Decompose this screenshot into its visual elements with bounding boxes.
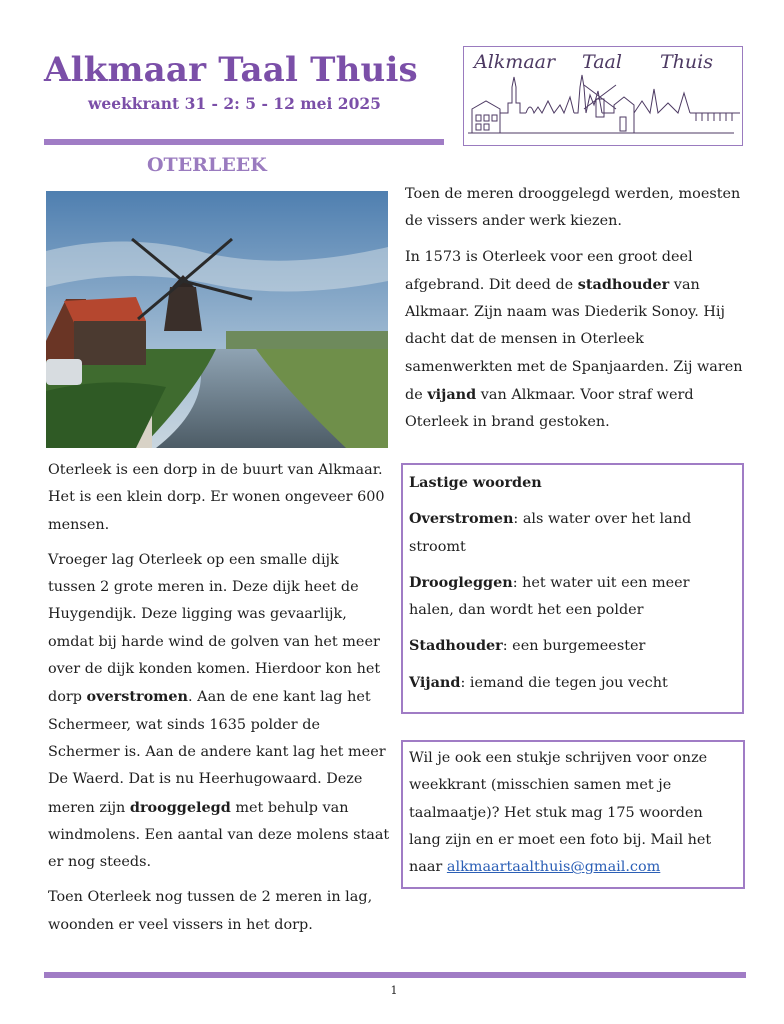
contribute-box [401,740,745,889]
article-paragraph [48,547,390,877]
word-term: Vijand [409,673,461,691]
difficult-words-heading [409,469,736,497]
text-span: met behulp van windmolens. Een aantal van deze molens staat er nog steeds. [48,799,390,871]
contribute-message: Wil je ook een stukje schrijven voor onze weekkrant (misschien samen met je taalmaatje)? Het stuk mag 175 woorden lang zijn en er moet een foto bij. Mail het naar [409,750,712,876]
page-number: 1 [390,984,398,997]
article-right-column [405,181,750,445]
text-span: Vroeger lag Oterleek op een smalle dijk tussen 2 grote meren in. Deze dijk heet de Huygendijk. Deze ligging was gevaarlijk, omdat bij harde wind de golven van het meer over de dijk konden komen. Hierdoor kon het dorp [48,551,381,706]
word-meaning: : iemand die tegen jou vecht [460,674,668,691]
article-paragraph: Toen Oterleek nog tussen de 2 meren in lag, woonden er veel vissers in het dorp. [48,889,373,933]
difficult-words-heading-text: Lastige woorden [409,474,542,491]
logo-word-thuis: Thuis [660,51,713,73]
text-span: van Alkmaar. Zijn naam was Diederik Sonoy. Hij dacht dat de mensen in Oterleek samenwerkten met de Spanjaarden. Zij waren de [405,276,743,404]
article-left-column [48,457,390,947]
keyword-overstromen: overstromen [86,688,189,706]
logo-word-alkmaar: Alkmaar [474,51,556,73]
email-link[interactable]: alkmaartaalthuis@gmail.com [446,859,661,876]
logo [463,46,743,146]
text-span: In 1573 is Oterleek voor een groot deel afgebrand. Dit deed de [405,248,693,293]
text-span: . Aan de ene kant lag het Schermeer, wat sinds 1635 polder de Schermer is. Aan de andere kant lag het meer De Waerd. Dat is nu Heerhugowaard. Deze meren zijn [48,689,386,816]
word-meaning: : als water over het land stroomt [409,511,692,555]
keyword-stadhouder: stadhouder [577,275,670,293]
edition-subtitle: weekkrant 31 - 2: 5 - 12 mei 2025 [88,94,381,113]
word-term: Stadhouder [409,637,503,655]
newspaper-title: Alkmaar Taal Thuis [44,50,418,90]
skyline-icon [464,47,740,143]
article-paragraph: Toen de meren drooggelegd werden, moesten de vissers ander werk kiezen. [405,186,741,230]
article-title: OTERLEEK [147,154,267,176]
windmill-canal-photo [46,191,388,448]
footer-divider [44,972,746,978]
keyword-vijand: vijand [427,386,477,404]
keyword-drooggelegd: drooggelegd [129,798,231,816]
article-paragraph [405,244,750,437]
word-meaning: : het water uit een meer halen, dan wordt het een polder [409,574,690,619]
contribute-text [409,745,737,881]
word-term: Droogleggen [409,573,513,591]
logo-word-taal: Taal [582,51,622,73]
article-paragraph: Oterleek is een dorp in de buurt van Alkmaar. Het is een klein dorp. Er wonen ongeveer 600 mensen. [48,462,385,533]
word-definition [409,569,736,625]
word-meaning: : een burgemeester [502,638,646,655]
header-divider [44,139,444,145]
text-span: van Alkmaar. Voor straf werd Oterleek in brand gestoken. [405,387,694,431]
word-definition [409,505,736,561]
word-term: Overstromen [409,510,514,528]
word-definition [409,632,736,660]
difficult-words-box [401,463,744,714]
word-definition [409,669,736,697]
